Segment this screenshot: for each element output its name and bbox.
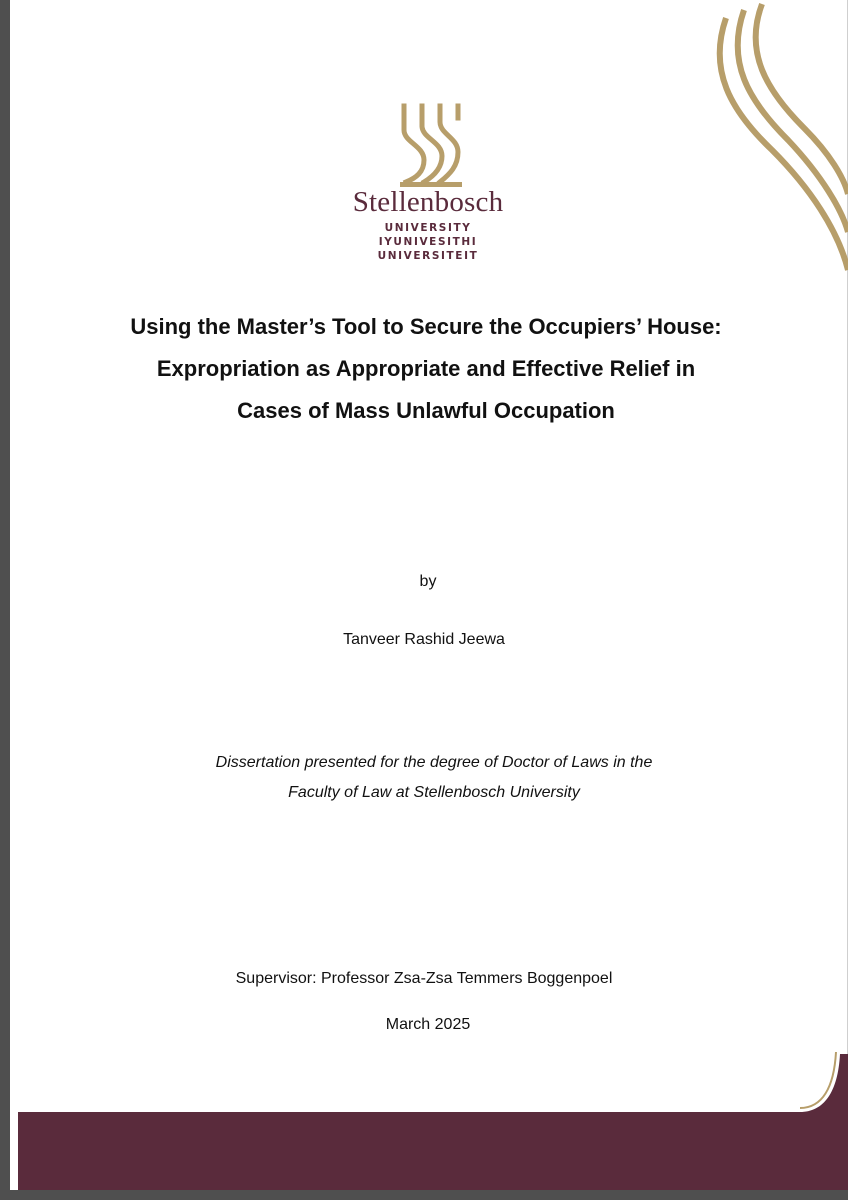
author-name: Tanveer Rashid Jeewa: [343, 631, 505, 648]
university-subtitle-afrikaans: UNIVERSITEIT: [377, 250, 479, 262]
university-subtitle-english: UNIVERSITY: [384, 222, 472, 234]
page-border-bottom: [0, 1190, 848, 1200]
university-name: Stellenbosch: [352, 186, 504, 218]
maroon-footer-band: [0, 1050, 848, 1190]
dissertation-line-2: Faculty of Law at Stellenbosch University: [288, 784, 580, 801]
stellenbosch-logo-icon: [398, 102, 464, 188]
dissertation-statement: [0, 748, 848, 808]
title-line-1: Using the Master’s Tool to Secure the Occupiers’ House:: [130, 314, 722, 339]
university-subtitle-xhosa: IYUNIVESITHI: [378, 236, 478, 248]
title-line-2: Expropriation as Appropriate and Effective Relief in: [156, 356, 696, 381]
submission-date: March 2025: [385, 1016, 471, 1033]
title-line-3: Cases of Mass Unlawful Occupation: [237, 398, 615, 423]
dissertation-title: [60, 306, 792, 432]
dissertation-line-1: Dissertation presented for the degree of Doctor of Laws in the: [215, 754, 653, 771]
by-label: by: [419, 573, 437, 590]
supervisor: Supervisor: Professor Zsa-Zsa Temmers Boggenpoel: [235, 970, 613, 987]
